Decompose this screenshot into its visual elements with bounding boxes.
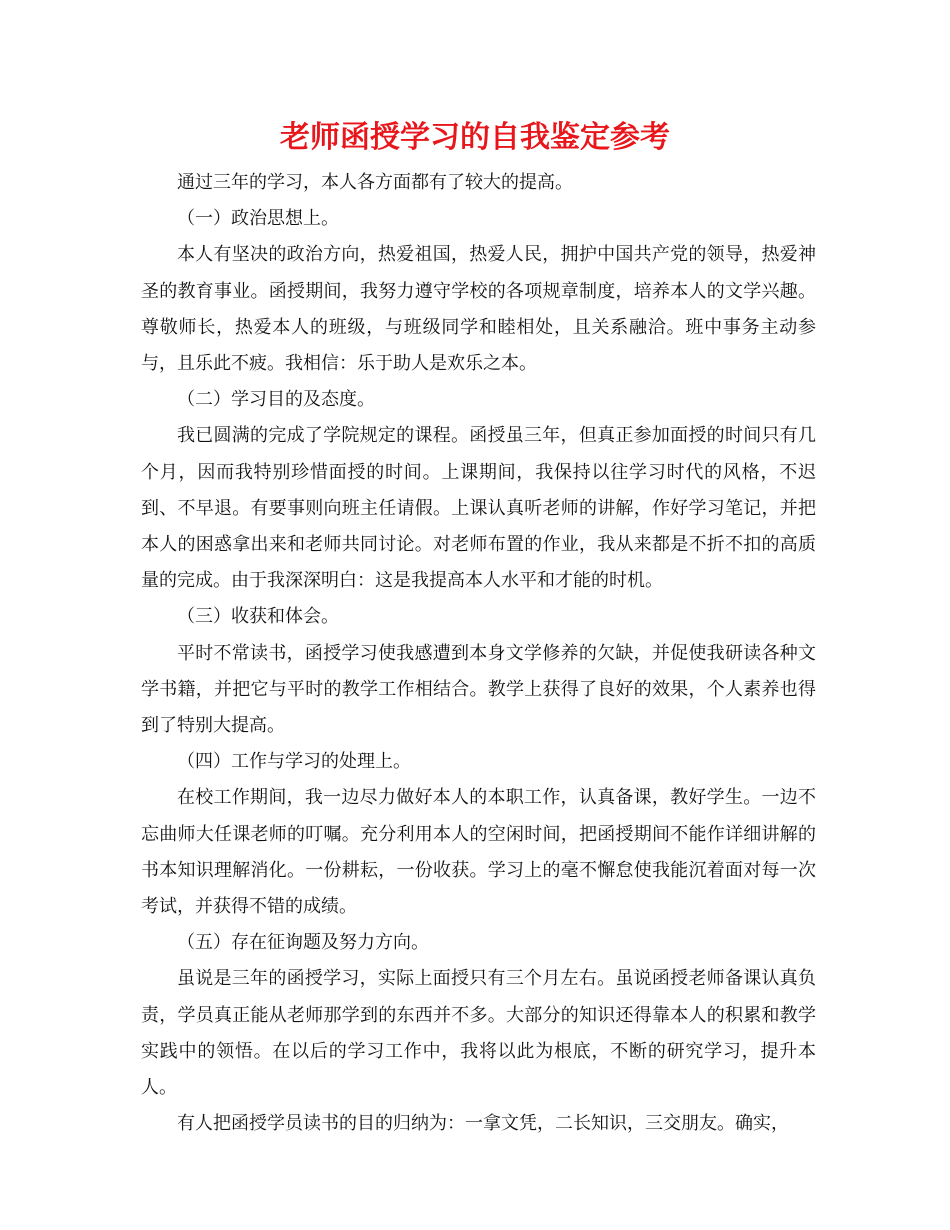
paragraph-political: 本人有坚决的政治方向，热爱祖国，热爱人民，拥护中国共产党的领导，热爱神圣的教育事业。函授期间，我努力遵守学校的各项规章制度，培养本人的文学兴趣。尊敬师长，热爱本人的班级，与班级同学和睦相处，且关系融洽。班中事务主动参与，且乐此不疲。我相信：乐于助人是欢乐之本。 bbox=[141, 244, 816, 375]
paragraph-closing: 有人把函授学员读书的目的归纳为：一拿文凭，二长知识，三交朋友。确实， bbox=[177, 1113, 789, 1135]
section-heading-2: （二）学习目的及态度。 bbox=[177, 389, 375, 411]
paragraph-intro: 通过三年的学习，本人各方面都有了较大的提高。 bbox=[177, 172, 573, 193]
section-heading-3: （三）收获和体会。 bbox=[177, 606, 339, 628]
paragraph-study-attitude: 我已圆满的完成了学院规定的课程。函授虽三年，但真正参加面授的时间只有几个月，因而我特别珍惜面授的时间。上课期间，我保持以往学习时代的风格，不迟到、不早退。有要事则向班主任请假。上课认真听老师的讲解，作好学习笔记，并把本人的困惑拿出来和老师共同讨论。对老师布置的作业，我从来都是不折不扣的高质量的完成。由于我深深明白：这是我提高本人水平和才能的时机。 bbox=[141, 425, 816, 592]
document-body bbox=[141, 165, 816, 1142]
document-title: 老师函授学习的自我鉴定参考 bbox=[280, 120, 670, 155]
paragraph-gains: 平时不常读书，函授学习使我感遭到本身文学修养的欠缺，并促使我研读各种文学书籍，并把它与平时的教学工作相结合。教学上获得了良好的效果，个人素养也得到了特别大提高。 bbox=[141, 642, 816, 737]
paragraph-problems: 虽说是三年的函授学习，实际上面授只有三个月左右。虽说函授老师备课认真负责，学员真正能从老师那学到的东西并不多。大部分的知识还得靠本人的积累和教学实践中的领悟。在以后的学习工作中，我将以此为根底，不断的研究学习，提升本人。 bbox=[141, 968, 816, 1099]
section-heading-1: （一）政治思想上。 bbox=[177, 208, 339, 230]
section-heading-4: （四）工作与学习的处理上。 bbox=[177, 751, 411, 773]
section-heading-5: （五）存在征询题及努力方向。 bbox=[177, 932, 429, 954]
paragraph-work-study: 在校工作期间，我一边尽力做好本人的本职工作，认真备课，教好学生。一边不忘曲师大任课老师的叮嘱。充分利用本人的空闲时间，把函授期间不能作详细讲解的书本知识理解消化。一份耕耘，一份收获。学习上的毫不懈怠使我能沉着面对每一次考试，并获得不错的成绩。 bbox=[141, 787, 816, 918]
